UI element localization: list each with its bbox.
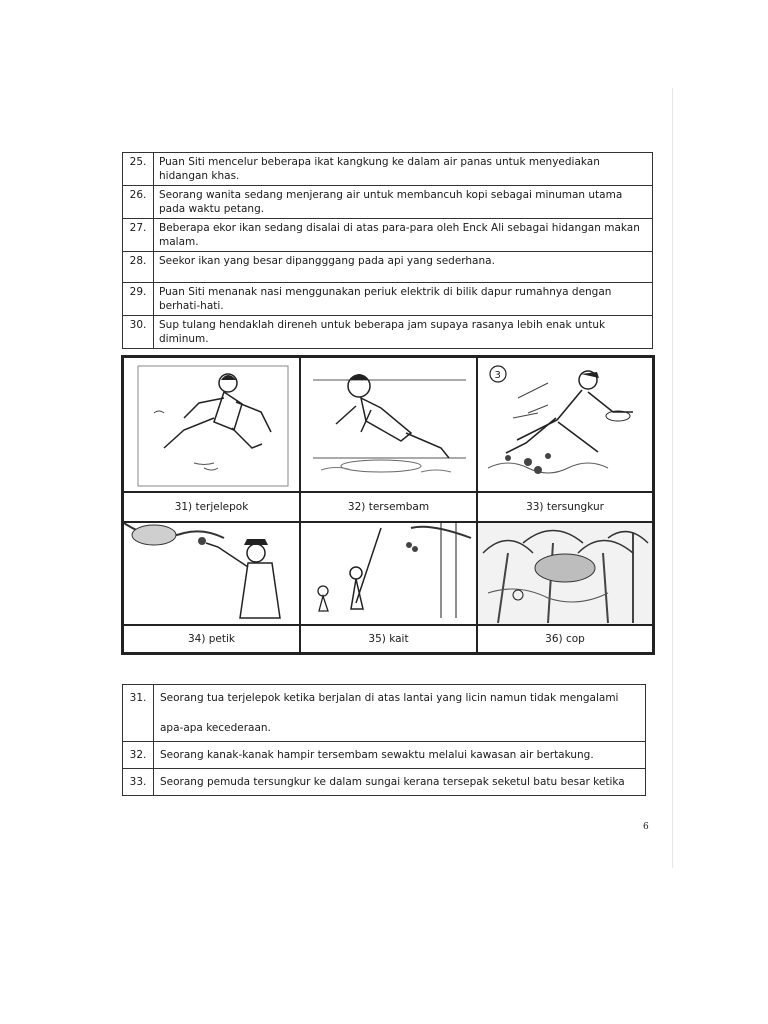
illustration-man-fallen xyxy=(123,357,300,492)
caption-36: 36) cop xyxy=(477,625,653,653)
number-marker: 3 xyxy=(494,370,501,381)
question-text: Seorang tua terjelepok ketika berjalan di atas lantai yang licin namun tidak mengalami xyxy=(160,692,619,704)
question-number: 26. xyxy=(123,186,154,219)
question-text: Sup tulang hendaklah direneh untuk beberapa jam supaya rasanya lebih enak untuk diminum. xyxy=(154,316,653,349)
question-number: 33. xyxy=(123,769,154,796)
table-row xyxy=(123,252,653,283)
table-row xyxy=(123,153,653,186)
table-row xyxy=(123,769,646,796)
illustration-palm-harvest xyxy=(477,522,653,625)
question-text: Seorang wanita sedang menjerang air untuk membancuh kopi sebagai minuman utama pada waktu petang. xyxy=(154,186,653,219)
question-number: 30. xyxy=(123,316,154,349)
question-text-cell xyxy=(154,685,646,742)
questions-table-bottom xyxy=(122,684,646,796)
caption-35: 35) kait xyxy=(300,625,477,653)
question-text: Puan Siti mencelur beberapa ikat kangkung ke dalam air panas untuk menyediakan hidangan khas. xyxy=(154,153,653,186)
caption-34: 34) petik xyxy=(123,625,300,653)
question-text: Beberapa ekor ikan sedang disalai di atas para-para oleh Enck Ali sebagai hidangan makan malam. xyxy=(154,219,653,252)
picture-grid xyxy=(121,355,655,655)
table-row xyxy=(123,283,653,316)
illustration-man-picking-fruit xyxy=(123,522,300,625)
question-text: Seorang kanak-kanak hampir tersembam sewaktu melalui kawasan air bertakung. xyxy=(154,742,646,769)
caption-33: 33) tersungkur xyxy=(477,492,653,522)
question-text-continued: apa-apa kecederaan. xyxy=(160,722,271,734)
question-text: Seorang pemuda tersungkur ke dalam sungai kerana tersepak seketul batu besar ketika xyxy=(154,769,646,796)
question-number: 25. xyxy=(123,153,154,186)
table-row xyxy=(123,685,646,742)
illustration-man-tripping xyxy=(477,357,653,492)
question-text: Puan Siti menanak nasi menggunakan periuk elektrik di bilik dapur rumahnya dengan berhati-hati. xyxy=(154,283,653,316)
table-row xyxy=(123,742,646,769)
question-number: 28. xyxy=(123,252,154,283)
question-number: 27. xyxy=(123,219,154,252)
table-row xyxy=(123,186,653,219)
page-edge xyxy=(672,88,673,868)
question-number: 32. xyxy=(123,742,154,769)
table-row xyxy=(123,219,653,252)
caption-32: 32) tersembam xyxy=(300,492,477,522)
page-number: 6 xyxy=(643,822,649,832)
illustration-boy-stumbling xyxy=(300,357,477,492)
table-row xyxy=(123,316,653,349)
illustration-child-using-pole xyxy=(300,522,477,625)
questions-table-top xyxy=(122,152,653,349)
question-text: Seekor ikan yang besar dipangggang pada api yang sederhana. xyxy=(154,252,653,283)
question-number: 31. xyxy=(123,685,154,742)
question-number: 29. xyxy=(123,283,154,316)
caption-31: 31) terjelepok xyxy=(123,492,300,522)
